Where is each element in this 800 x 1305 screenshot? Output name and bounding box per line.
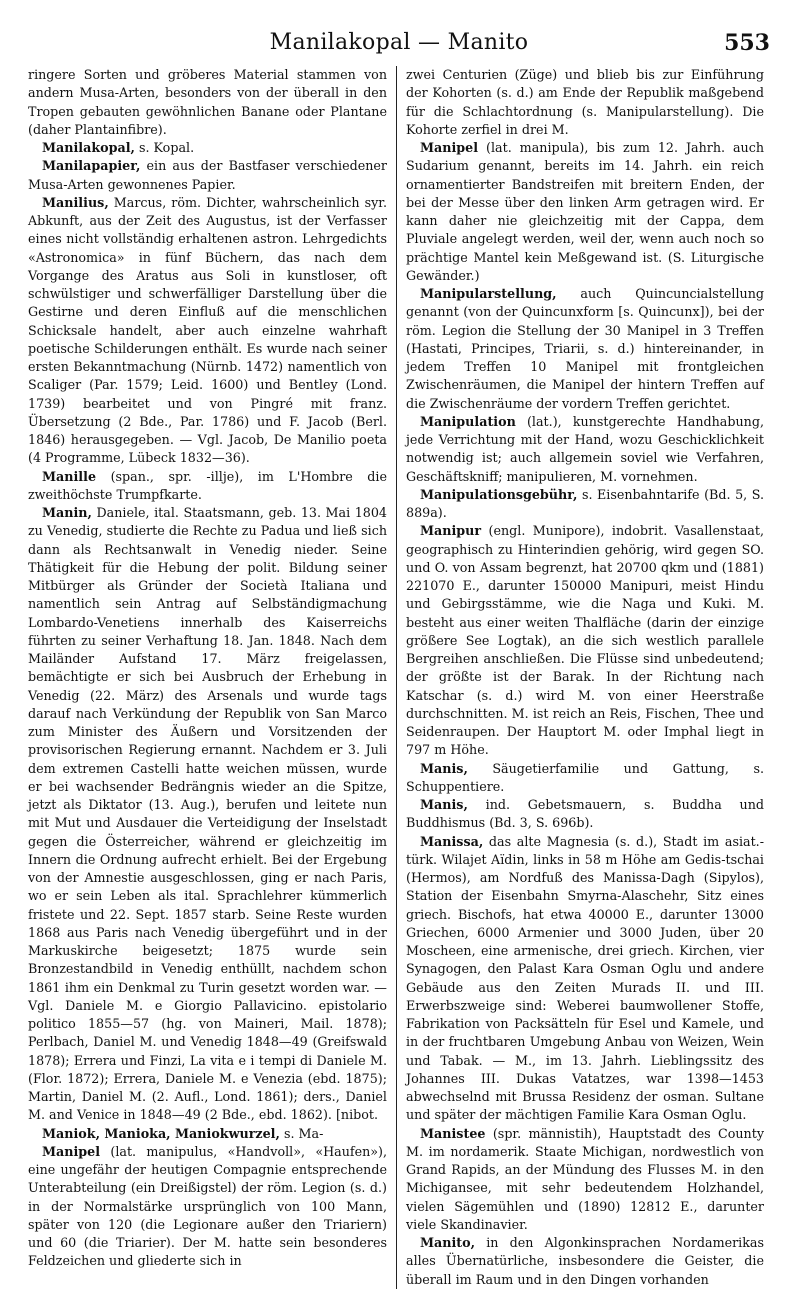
entry-text: ein aus der Bastfaser verschiedener Musa-Arten gewonnenes Papier. [28,158,387,192]
entry-headword: Manipel [420,140,479,155]
entry-text: Säugetierfamilie und Gattung, s. Schuppentiere. [406,760,764,794]
columns [28,66,770,1289]
dictionary-entry [28,1143,387,1271]
dictionary-entry [406,413,764,486]
dictionary-entry [406,796,764,833]
entry-headword: Manito, [420,1235,476,1250]
dictionary-entry [406,139,764,285]
entry-headword: Manipel [42,1143,101,1159]
entry-headword: Manipulationsgebühr, [420,486,578,502]
dictionary-entry [406,486,764,523]
entry-text: das alte Magnesia (s. d.), Stadt im asiat.-türk. Wilajet Aïdin, links in 58 m Höhe am Gedis-tschai (Hermos), am Nordfuß des Manissa-Dagh (Sipylos), Station der Eisenbahn Smyrna-Alaschehr, Sitz eines griech. Bischofs, hat etwa 40000 E., darunter 13000 Griechen, 6000 Armenier und 3000 Juden, über 20 Moscheen, eine armenische, drei griech. Kirchen, vier Synagogen, den Palast Kara Osman Oglu und andere Gebäude aus den Zeiten Murads II. und III. Erwerbszweige sind: Weberei baumwollener Stoffe, Fabrikation von Packsätteln für Esel und Kamele, und in der fruchtbaren Umgebung Anbau von Weizen, Wein und Tabak. — M., im 13. Jahrh. Lieblingssitz des Johannes III. Dukas Vatatzes, war 1398—1453 abwechselnd mit Brussa Residenz der osman. Sultane und später der mächtigen Familie Kara Osman Oglu. [406,833,764,1123]
entry-headword: Manissa, [420,833,484,849]
entry-text: zwei Centurien (Züge) und blieb bis zur Einführung der Kohorten (s. d.) am Ende der Republik maßgebend für die Schlachtordnung (s. Manipularstellung). Die Kohorte zerfiel in drei M. [406,67,764,137]
entry-text: (lat. manipulus, «Handvoll», «Haufen»), eine ungefähr der heutigen Compagnie entsprechende Unterabteilung (ein Dreißigstel) der röm. Legion (s. d.) in der Normalstärke ursprünglich von 100 Mann, später von 120 (die Legionare außer den Triariern) und 60 (die Triarier). Der M. hatte sein besonderes Feldzeichen und gliederte sich in [28,1143,387,1269]
entry-text: ringere Sorten und gröberes Material stammen von andern Musa-Arten, besonders von der überall in den Tropen gebauten gewöhnlichen Banane oder Plantane (daher Plantainfibre). [28,67,387,137]
entry-text: (spr. männistih), Hauptstadt des County M. im nordamerik. Staate Michigan, nordwestlich von Grand Rapids, an der Mündung des Flusses M. in den Michigansee, mit sehr bedeutendem Holzhandel, vielen Sägemühlen und (1890) 12812 E., darunter viele Skandinavier. [406,1125,764,1232]
dictionary-entry [28,468,387,505]
right-column [396,66,764,1289]
entry-headword: Manilapapier, [42,158,141,174]
entry-text: s. Kopal. [134,140,195,155]
dictionary-entry [28,1125,387,1143]
entry-headword: Manin, [42,505,92,520]
entry-headword: Manipularstellung, [420,286,557,301]
dictionary-entry [406,760,764,797]
left-column [28,66,396,1289]
entry-headword: Manilakopal, [42,140,135,155]
page-header [28,28,770,66]
entry-text: in den Algonkinsprachen Nordamerikas alles Übernatürliche, insbesondere die Geister, die überall im Raum und in den Dingen vorhanden [406,1235,764,1287]
entry-text: (engl. Munipore), indobrit. Vasallenstaat, geographisch zu Hinterindien gehörig, wird gegen SO. und O. von Assam begrenzt, hat 20700 qkm und (1881) 221070 E., darunter 150000 Manipuri, meist Hindu und Gebirgsstämme, wie die Naga und Kuki. M. besteht aus einer weiten Thalfläche (darin der einzige größere See Logtak), an die sich westlich parallele Bergreihen anschließen. Die Flüsse sind unbedeutend; der größte ist der Barak. In der Richtung nach Katschar (s. d.) wird M. von einer Heerstraße durchschnitten. M. ist reich an Reis, Fischen, Thee und Seidenraupen. Der Hauptort M. oder Imphal liegt in 797 m Höhe. [406,523,764,758]
entry-headword: Manille [42,468,97,484]
entry-headword: Maniok, Manioka, Maniokwurzel, [42,1125,280,1141]
dictionary-entry [406,1234,764,1289]
dictionary-entry [406,522,764,759]
entry-text: Daniele, ital. Staatsmann, geb. 13. Mai 1804 zu Venedig, studierte die Rechte zu Padua und ließ sich dann als Rechtsanwalt in Venedig nieder. Seine Thätigkeit für die Hebung der polit. Bildung seiner Mitbürger als Gründer der Società Italiana und namentlich sein Antrag auf Selbständigmachung Lombardo-Venetiens innerhalb des Kaiserreichs führten zu seiner Verhaftung 18. Jan. 1848. Nach dem Mailänder Aufstand 17. März freigelassen, bemächtigte er sich bei Ausbruch der Erhebung in Venedig (22. März) des Arsenals und wurde tags darauf nach Verkündung der Republik von San Marco zum Minister des Äußern und Vorsitzenden der provisorischen Regierung ernannt. Nachdem er 3. Juli dem extremen Castelli hatte weichen müssen, wurde er bei wachsender Bedrängnis wieder an die Spitze, jetzt als Diktator (13. Aug.), berufen und leitete nun mit Mut und Ausdauer die Verteidigung der Inselstadt gegen die Österreicher, während er gleichzeitig im Innern die Ordnung aufrecht erhielt. Bei der Ergebung von der Amnestie ausgeschlossen, ging er nach Paris, wo er sein Leben als ital. Sprachlehrer kümmerlich fristete und 22. Sept. 1857 starb. Seine Reste wurden 1868 aus Paris nach Venedig übergeführt und in der Markuskirche beigesetzt; 1875 wurde sein Bronzestandbild in Venedig enthüllt, nachdem schon 1861 ihm ein Denkmal zu Turin gesetzt worden war. — Vgl. Daniele M. e Giorgio Pallavicino. epistolario politico 1855—57 (hg. von Maineri, Mail. 1878); Perlbach, Daniel M. und Venedig 1848—49 (Greifswald 1878); Errera und Finzi, La vita e i tempi di Daniele M. (Flor. 1872); Errera, Daniele M. e Venezia (ebd. 1875); Martin, Daniel M. (2. Aufl., Lond. 1861); ders., Daniel M. and Venice in 1848—49 (2 Bde., ebd. 1862). [nibot. [28,505,387,1123]
entry-text: (lat.), kunstgerechte Handhabung, jede Verrichtung mit der Hand, wozu Geschicklichkeit notwendig ist; auch allgemein soviel wie Verfahren, Geschäftskniff; manipulieren, M. vornehmen. [406,413,764,484]
running-title: Manilakopal — Manito [269,30,529,55]
entry-headword: Manipur [420,523,482,539]
page-number: 553 [724,30,770,56]
entry-text: s. Ma- [279,1125,324,1141]
entry-text: Marcus, röm. Dichter, wahrscheinlich syr. Abkunft, aus der Zeit des Augustus, ist der Verfasser eines nicht vollständig erhaltenen astron. Lehrgedichts «Astronomica» in fünf Büchern, das nach dem Vorgange des Aratus aus Soli in kunstloser, oft schwülstiger und schwerfälliger Darstellung über die Gestirne und deren Einfluß auf die menschlichen Schicksale handelt, aber auch einzelne wahrhaft poetische Schilderungen enthält. Es wurde nach seiner ersten Bekanntmachung (Nürnb. 1472) namentlich von Scaliger (Par. 1579; Leid. 1600) und Bentley (Lond. 1739) bearbeitet und von Pingré mit franz. Übersetzung (2 Bde., Par. 1786) und F. Jacob (Berl. 1846) herausgegeben. — Vgl. Jacob, De Manilio poeta (4 Programme, Lübeck 1832—36). [28,194,387,466]
entry-headword: Manistee [420,1125,486,1141]
entry-headword: Manipulation [420,413,516,429]
dictionary-entry [28,139,387,157]
dictionary-entry [406,285,764,413]
continued-paragraph [406,66,764,139]
entry-headword: Manis, [420,760,468,776]
dictionary-entry [28,157,387,194]
dictionary-entry [28,194,387,468]
dictionary-entry [406,1125,764,1235]
entry-text: (span., spr. -illje), im L'Hombre die zweithöchste Trumpfkarte. [28,468,387,502]
continued-paragraph [28,66,387,139]
entry-text: s. Eisenbahntarife (Bd. 5, S. 889a). [406,486,764,520]
dictionary-entry [406,833,764,1125]
entry-text: ind. Gebetsmauern, s. Buddha und Buddhismus (Bd. 3, S. 696b). [406,797,764,831]
entry-text: auch Quincuncialstellung genannt (von der Quincunxform [s. Quincunx]), bei der röm. Legion die Stellung der 30 Manipel in 3 Treffen (Hastati, Principes, Triarii, s. d.) hintereinander, in jedem Treffen 10 Manipel mit frontgleichen Zwischenräumen, die Manipel der hintern Treffen auf die Zwischenräume der vordern Treffen gerichtet. [406,286,764,411]
entry-headword: Manis, [420,797,468,812]
entry-headword: Manilius, [42,194,109,210]
entry-text: (lat. manipula), bis zum 12. Jahrh. auch Sudarium genannt, bereits im 14. Jahrh. ein reich ornamentierter Bandstreifen mit breitern Enden, der bei der Messe über den linken Arm getragen wird. Er kann daher nie gleichzeitig mit der Cappa, dem Pluviale angelegt werden, weil der, wenn auch noch so prächtige Mantel kein Meßgewand ist. (S. Liturgische Gewänder.) [406,140,764,283]
dictionary-entry [28,504,387,1125]
